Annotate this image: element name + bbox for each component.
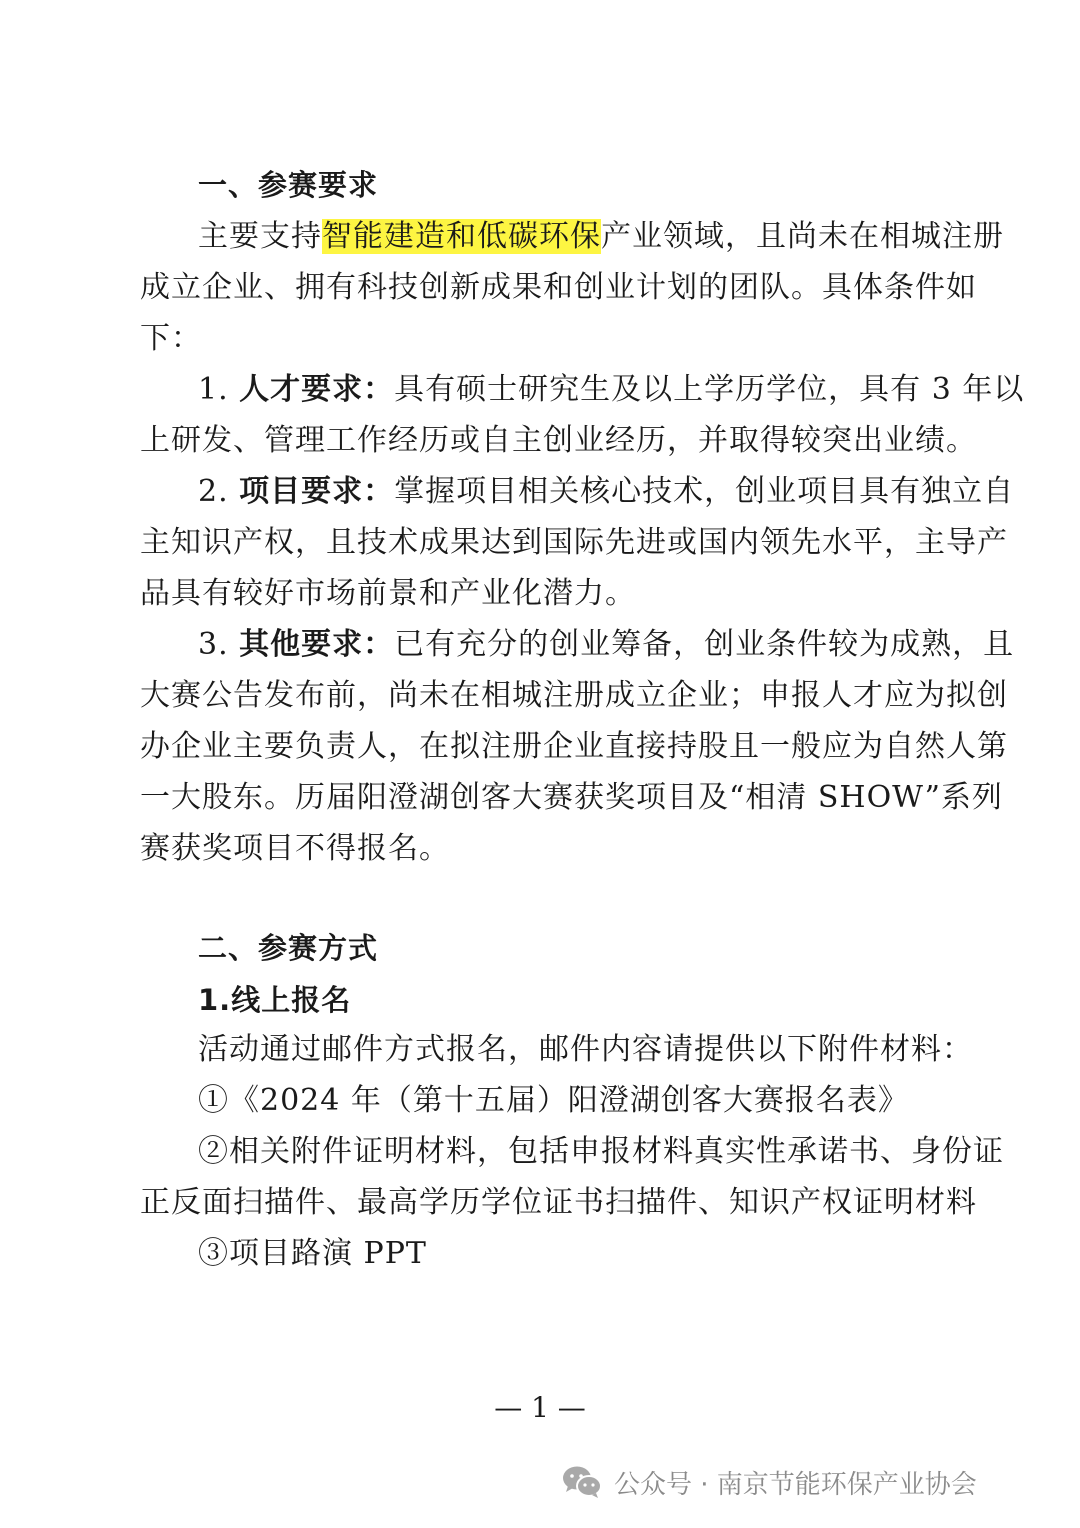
section2-heading: 二、参赛方式 (198, 931, 379, 965)
item-2-line-3: 品具有较好市场前景和产业化潜力。 (140, 576, 636, 611)
section2-line-1: 活动通过邮件方式报名，邮件内容请提供以下附件材料： (198, 1032, 973, 1067)
item-text: 具有硕士研究生及以上学历学位，具有 3 年以 (394, 372, 1025, 407)
intro-line-2: 成立企业、拥有科技创新成果和创业计划的团队。具体条件如 (140, 270, 977, 305)
item-2-line-1 (198, 472, 1014, 512)
watermark-footer (560, 1460, 977, 1504)
item-number: 1. (198, 372, 240, 407)
attachment-3: ③项目路演 PPT (198, 1236, 427, 1271)
item-3-line-1 (198, 625, 1014, 665)
page-number: — 1 — (494, 1391, 586, 1424)
item-3-line-3: 办企业主要负责人，在拟注册企业直接持股且一般应为自然人第 (140, 729, 1008, 764)
wechat-icon (560, 1462, 604, 1502)
intro-line-3: 下： (140, 321, 202, 356)
item-3-line-5: 赛获奖项目不得报名。 (140, 831, 450, 866)
attachment-2-line-1: ②相关附件证明材料，包括申报材料真实性承诺书、身份证 (198, 1134, 1004, 1169)
item-1-line-2: 上研发、管理工作经历或自主创业经历，并取得较突出业绩。 (140, 423, 977, 458)
item-number: 3. (198, 627, 240, 662)
section2-subheading: 1.线上报名 (198, 983, 352, 1017)
item-text: 掌握项目相关核心技术，创业项目具有独立自 (394, 474, 1015, 509)
item-title: 项目要求： (239, 474, 395, 509)
watermark-text: 公众号 · 南京节能环保产业协会 (614, 1469, 977, 1500)
intro-text: 主要支持 (198, 219, 322, 254)
item-3-line-2: 大赛公告发布前，尚未在相城注册成立企业；申报人才应为拟创 (140, 678, 1008, 713)
section1-heading: 一、参赛要求 (198, 168, 379, 202)
intro-line-1 (198, 217, 1004, 257)
attachment-1: ①《2024 年（第十五届）阳澄湖创客大赛报名表》 (198, 1083, 909, 1118)
intro-text: 产业领域，且尚未在相城注册 (601, 219, 1004, 254)
item-3-line-4: 一大股东。历届阳澄湖创客大赛获奖项目及“相清 SHOW”系列 (140, 780, 1003, 815)
attachment-2-line-2: 正反面扫描件、最高学历学位证书扫描件、知识产权证明材料 (140, 1185, 977, 1220)
item-2-line-2: 主知识产权，且技术成果达到国际先进或国内领先水平，主导产 (140, 525, 1008, 560)
item-title: 人才要求： (239, 372, 395, 407)
highlighted-text: 智能建造和低碳环保 (322, 219, 601, 254)
item-number: 2. (198, 474, 240, 509)
item-1-line-1 (198, 370, 1024, 410)
item-text: 已有充分的创业筹备，创业条件较为成熟，且 (394, 627, 1015, 662)
item-title: 其他要求： (239, 627, 395, 662)
